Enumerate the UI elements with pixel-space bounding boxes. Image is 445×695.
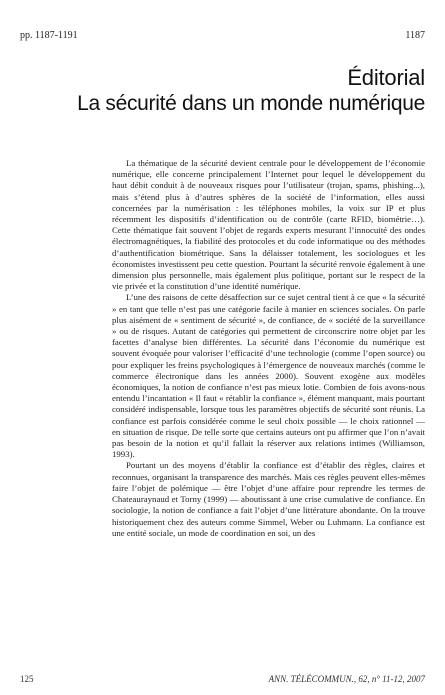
paragraph: Pourtant un des moyens d’établir la confiance est d’établir des règles, claires et reconnues, organisant la transparence des marchés. Mais ces règles peuvent elles-mêmes faire l’objet de polémique — être l’objet d’une affaire pour reprendre les termes de Chateauraynaud et Torny (1999) — aboutissant à une crise cumulative de confiance. En sociologie, la notion de confiance a fait l’objet d’une littérature abondante. On la trouve historiquement chez des auteurs comme Simmel, Weber ou Luhmann. La confiance est une entité sociale, un mode de coordination en soi, un des xyxy=(112,460,425,538)
footer-page-number: 125 xyxy=(20,674,34,684)
section-label: Éditorial xyxy=(347,65,425,90)
page-range: pp. 1187-1191 xyxy=(20,30,78,41)
header-page-number: 1187 xyxy=(405,30,425,41)
paragraph: La thématique de la sécurité devient centrale pour le développement de l’économie numérique, elle concerne principalement l’Internet pour lequel le développement du haut débit conduit à de nouveaux risques pour l’utilisateur (trojan, spams, phishing...), mais s’étend plus à d’autres sphères de la société de l’information, elles aussi concernées par la numérisation : les téléphones mobiles, la voix sur IP et plus récemment les dispositifs d’identification ou de contrôle (carte RFID, biométrie…). Cette thématique fait souvent l’objet de regards experts mesurant l’innocuité des ondes électromagnétiques, la fiabilité des protocoles et du code informatique ou des méthodes d’authentification biométrique. Sans la délaisser totalement, les sociologues et les économistes investissent peu cette question. Pourtant la sécurité renvoie également à une dimension plus personnelle, mais également plus politique, portant sur le respect de la vie privée et la constitution d’une identité numérique. xyxy=(112,158,425,292)
article-body xyxy=(112,158,425,664)
paragraph: L’une des raisons de cette désaffection sur ce sujet central tient à ce que « la sécurité » en tant que telle n’est pas une catégorie facile à manier en sciences sociales. On parle plus aisément de « sentiment de sécurité », de confiance, de « société de la surveillance » ou de risques. Autant de catégories qui permettent de circonscrire notre objet par les facettes d’analyse bien différentes. La sécurité dans l’économie du numérique est souvent évoquée pour valoriser l’efficacité d’une technologie (comme l’open source) ou pour expliquer les freins psychologiques à l’émergence de nouveaux marchés (comme le commerce électronique dans les années 2000). Souvent exogène aux modèles économiques, la notion de confiance n’est pas mieux lotie. Combien de fois avons-nous entendu l’incantation « Il faut « rétablir la confiance », élément manquant, mais pourtant considéré indispensable, lorsque tous les paramètres objectifs de sécurité sont réunis. La confiance est parfois considérée comme le seul choix possible — le choix rationnel — en situation de risque. De telle sorte que certains auteurs ont pu affirmer que l’on n’avait pas besoin de la notion et qu’il fallait la réserver aux relations intimes (Williamson, 1993). xyxy=(112,292,425,460)
running-header xyxy=(20,30,425,44)
journal-citation: ANN. TÉLÉCOMMUN., 62, n° 11-12, 2007 xyxy=(268,674,425,684)
article-title: La sécurité dans un monde numérique xyxy=(77,92,425,115)
running-footer xyxy=(20,674,425,686)
